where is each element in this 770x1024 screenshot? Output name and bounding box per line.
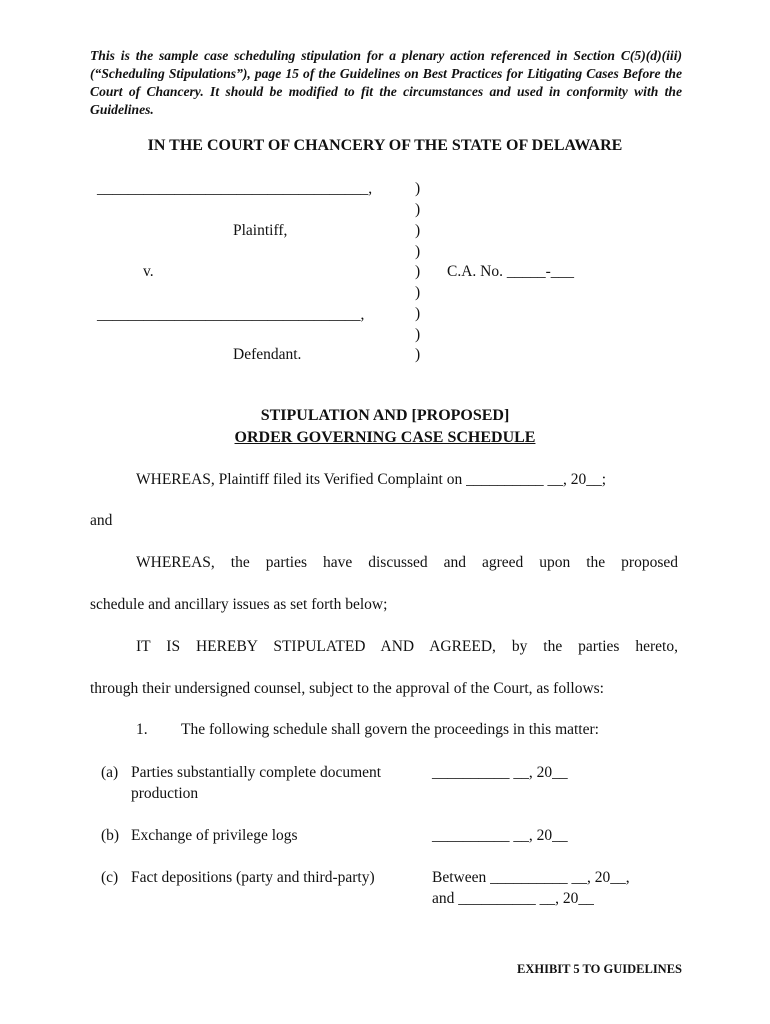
caption-paren: ) — [415, 180, 421, 197]
document-title-line2 — [0, 429, 770, 447]
stipulated-line1: IT IS HEREBY STIPULATED AND AGREED, by the parties hereto, — [136, 638, 678, 655]
item-text: The following schedule shall govern the proceedings in this matter: — [181, 721, 599, 738]
defendant-label: Defendant. — [233, 346, 302, 363]
versus-label: v. — [143, 263, 154, 280]
whereas-schedule-line2: schedule and ancillary issues as set forth below; — [90, 596, 388, 613]
whereas-complaint-line1: WHEREAS, Plaintiff filed its Verified Complaint on __________ __, 20__; — [136, 471, 606, 488]
schedule-item-event: Exchange of privilege logs — [131, 827, 298, 844]
instruction-note: This is the sample case scheduling stipulation for a plenary action referenced in Section C(5)(d)(iii) (“Scheduling Stipulations”), page 15 of the Guidelines on Best Practices for Litigating Cases Before the Court of Chancery. It should be modified to fit the circumstances and used in conformity with the Guidelines. — [90, 48, 682, 117]
schedule-item-date: __________ __, 20__ — [432, 764, 568, 781]
caption-paren: ) — [415, 305, 421, 322]
caption-paren: ) — [415, 243, 421, 260]
schedule-item-label: (a) — [101, 764, 119, 781]
whereas-schedule-line1: WHEREAS, the parties have discussed and agreed upon the proposed — [136, 554, 678, 571]
document-title-line1: STIPULATION AND [PROPOSED] — [260, 407, 510, 424]
schedule-item-event: Parties substantially complete document production — [131, 764, 382, 802]
item-number: 1. — [136, 721, 148, 738]
caption-paren: ) — [415, 201, 421, 218]
schedule-item-event: Fact depositions (party and third-party) — [131, 869, 375, 886]
court-heading: IN THE COURT OF CHANCERY OF THE STATE OF DELAWARE — [147, 137, 623, 154]
plaintiff-label: Plaintiff, — [233, 222, 288, 239]
schedule-item-label: (c) — [101, 869, 119, 886]
caption-paren: ) — [415, 222, 421, 239]
case-number: C.A. No. _____-___ — [447, 263, 575, 280]
schedule-item-label: (b) — [101, 827, 120, 844]
caption-paren: ) — [415, 326, 421, 343]
exhibit-footer: EXHIBIT 5 TO GUIDELINES — [517, 962, 682, 976]
document-title-line2-text: ORDER GOVERNING CASE SCHEDULE — [234, 429, 536, 446]
caption-paren: ) — [415, 263, 421, 280]
stipulated-line2: through their undersigned counsel, subject to the approval of the Court, as follows: — [90, 680, 604, 697]
schedule-item-date: Between __________ __, 20__, and __________ __, 20__ — [432, 869, 630, 907]
plaintiff-name-blank: ___________________________________, — [97, 180, 373, 197]
whereas-complaint-line2: and — [90, 512, 113, 529]
defendant-name-blank: __________________________________, — [97, 306, 365, 323]
caption-paren: ) — [415, 346, 421, 363]
caption-paren: ) — [415, 284, 421, 301]
schedule-item-date: __________ __, 20__ — [432, 827, 568, 844]
